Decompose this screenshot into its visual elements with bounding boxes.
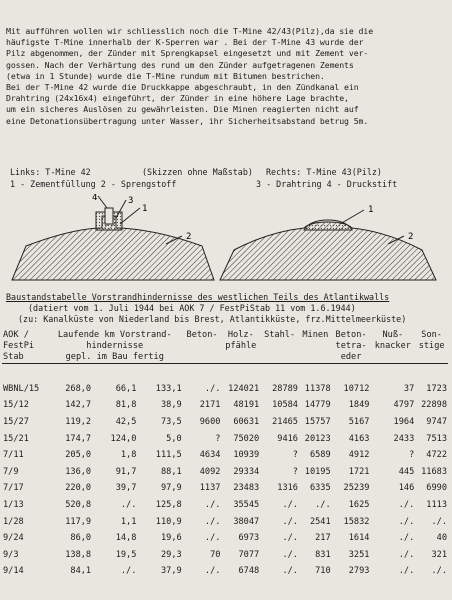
table-cell: ./. (282, 500, 298, 511)
table-cell: 1,8 (120, 450, 137, 461)
label-3: 3 (128, 196, 134, 206)
table-header-row (2, 330, 448, 364)
table-row (2, 530, 448, 547)
table-cell: ./. (120, 500, 137, 511)
table-cell: 2793 (348, 566, 370, 577)
column-header-line: AOK / (3, 330, 29, 340)
table-cell: 40 (436, 533, 447, 544)
table-cell: 1964 (393, 417, 415, 428)
table-cell: 146 (398, 483, 415, 494)
table-cell: 11683 (421, 466, 447, 477)
label-1-right: 1 (368, 205, 374, 215)
table-cell: 1/13 (3, 500, 24, 511)
column-header (260, 330, 299, 364)
table-cell: 84,1 (70, 566, 92, 577)
table-cell: 7/11 (3, 450, 24, 461)
table-cell: 9747 (426, 417, 447, 428)
table-cell: 15/12 (3, 400, 29, 411)
table-cell: 42,5 (115, 417, 137, 428)
table-cell: 520,8 (65, 500, 92, 511)
table-cell: 88,1 (160, 466, 182, 477)
table-cell: 1625 (348, 500, 370, 511)
table-cell: 7513 (426, 433, 447, 444)
table-cell: 1614 (348, 533, 370, 544)
legend-right: 3 - Drahtring 4 - Druckstift (256, 179, 398, 189)
table-cell: 4092 (199, 466, 221, 477)
table-cell: 38,9 (160, 400, 182, 411)
header-rule (2, 364, 448, 381)
table-cell: 119,2 (65, 417, 92, 428)
table-cell: ./. (315, 500, 331, 511)
table-cell: 4912 (348, 450, 370, 461)
table-cell: 15/21 (3, 433, 29, 444)
table-cell: 6973 (238, 533, 260, 544)
table-cell: 73,5 (160, 417, 182, 428)
table-cell: 124,0 (110, 433, 137, 444)
text-line: eine Detonationsübertragung unter Wasser, ihr Sicherheitsabstand betrug 5m. (6, 115, 369, 126)
table-cell: 3251 (348, 549, 370, 560)
table-cell: 29,3 (160, 549, 182, 560)
right-caption: Rechts: T-Mine 43(Pilz) (266, 167, 382, 177)
table-cell: 5,0 (166, 433, 182, 444)
column-header (47, 330, 183, 364)
table-dated: (datiert vom 1. Juli 1944 bei AOK 7 / FestPiStab 11 vom 1.6.1944) (28, 303, 356, 313)
column-header-line (261, 352, 298, 363)
table-row (2, 464, 448, 481)
table-row (2, 381, 448, 398)
column-header-line (300, 352, 331, 363)
table-cell: 138,8 (65, 549, 92, 560)
table-cell: 25239 (343, 483, 370, 494)
table-cell: 831 (315, 549, 331, 560)
table-cell: 60631 (233, 417, 260, 428)
left-caption: Links: T-Mine 42 (10, 167, 91, 177)
table-cell: 1,1 (120, 516, 137, 527)
column-header-line: FestPi (3, 341, 35, 351)
table-cell: 28789 (272, 383, 298, 394)
table-cell: 9/14 (3, 566, 24, 577)
column-header-line: Minen (302, 330, 329, 340)
table-cell: ./. (204, 500, 221, 511)
table-cell: 2541 (309, 516, 331, 527)
column-header-line: knacker (374, 341, 411, 351)
table-note: (zu: Kanalküste von Niederland bis Brest, Atlantikküste, frz.Mittelmeerküste) (18, 314, 407, 324)
table-cell: 7/17 (3, 483, 24, 494)
table-cell: 220,0 (65, 483, 92, 494)
mine-sketches (8, 194, 444, 290)
table-cell: 5167 (348, 417, 370, 428)
table-cell: ./. (398, 516, 415, 527)
table-cell: ? (292, 466, 298, 477)
table-row (2, 447, 448, 464)
t-mine-43-sketch (220, 205, 436, 280)
table-cell: 710 (315, 566, 331, 577)
table-cell: 268,0 (65, 383, 92, 394)
column-header-line: tetra- (335, 341, 367, 351)
table-cell: 10712 (343, 383, 370, 394)
column-header-line (184, 352, 221, 363)
column-header-line: Stahl- (264, 330, 296, 340)
text-line: Mit aufführen wollen wir schliesslich noch die T-Mine 42/43(Pilz),da sie die (6, 26, 374, 36)
column-header-line (371, 352, 414, 363)
table-cell: ./. (431, 516, 447, 527)
text-line: gossen. Nach der Verhärtung des rund um den Zünder aufgetragenen Zements (6, 59, 354, 70)
legend-left: 1 - Zementfüllung 2 - Sprengstoff (10, 179, 177, 189)
table-cell: ./. (204, 566, 221, 577)
table-cell: ./. (282, 549, 298, 560)
column-header-line: Holz- (227, 330, 254, 340)
table-cell: 66,1 (115, 383, 137, 394)
table-cell: 4722 (426, 450, 447, 461)
table-cell: 86,0 (70, 533, 92, 544)
table-cell: 4634 (199, 450, 221, 461)
column-header-line: pfähle (225, 341, 257, 351)
table-cell: 48191 (233, 400, 260, 411)
table-cell: 9/24 (3, 533, 24, 544)
label-4: 4 (92, 194, 98, 203)
table-cell: ./. (120, 566, 137, 577)
table-cell: 20123 (304, 433, 331, 444)
column-header-line: Beton- (335, 330, 367, 340)
column-header (332, 330, 371, 364)
t-mine-42-sketch (12, 194, 214, 280)
table-row (2, 563, 448, 580)
table-row (2, 414, 448, 431)
table-row (2, 397, 448, 414)
table-body (2, 364, 448, 580)
table-cell: 10195 (304, 466, 331, 477)
table-row (2, 497, 448, 514)
text-line: Pilz abgenommen, der Zünder mit Sprengkapsel eingesetzt und mit Zement ver- (6, 48, 369, 59)
table-cell: ./. (431, 566, 447, 577)
table-title: Baustandstabelle Vorstrandhindernisse des westlichen Teils des Atlantikwalls (6, 292, 390, 302)
column-header-line (222, 352, 259, 363)
text-line: Drahtring (24x16x4) eingeführt, der Zünder in eine höhere Lage brachte, (6, 93, 349, 104)
column-header-line (416, 352, 447, 363)
table-cell: 1137 (199, 483, 221, 494)
table-cell: ./. (282, 533, 298, 544)
table-cell: 124021 (228, 383, 260, 394)
table-cell: 133,1 (155, 383, 182, 394)
column-header-line: stige (418, 341, 445, 351)
table-cell: 19,6 (160, 533, 182, 544)
column-header-line (184, 341, 221, 352)
table-cell: ./. (204, 533, 221, 544)
table-cell: ? (292, 450, 298, 461)
table-cell: 125,8 (155, 500, 182, 511)
construction-table (2, 330, 448, 580)
column-header-line: Son- (421, 330, 442, 340)
header-rule-line (2, 364, 448, 381)
column-header-line: hindernisse (86, 341, 144, 351)
table-cell: 15/27 (3, 417, 29, 428)
table-cell: 19,5 (115, 549, 137, 560)
table-cell: 70 (210, 549, 221, 560)
table-cell: 6990 (426, 483, 447, 494)
table-cell: 15832 (343, 516, 370, 527)
table-cell: 136,0 (65, 466, 92, 477)
column-header-line (261, 341, 298, 352)
column-header-line: Stab (3, 352, 24, 362)
table-cell: ./. (398, 566, 415, 577)
table-heading (6, 292, 446, 325)
table-cell: 38047 (233, 516, 260, 527)
table-row (2, 430, 448, 447)
table-cell: ./. (204, 516, 221, 527)
label-2-right: 2 (408, 232, 414, 242)
table-cell: 110,9 (155, 516, 182, 527)
table-cell: 111,5 (155, 450, 182, 461)
table-cell: 10584 (272, 400, 298, 411)
table-cell: 14,8 (115, 533, 137, 544)
table-cell: ./. (282, 566, 298, 577)
table-cell: 6335 (309, 483, 331, 494)
column-header-line: Laufende km Vorstrand- (57, 330, 172, 340)
table-cell: 142,7 (65, 400, 92, 411)
table-cell: 217 (315, 533, 331, 544)
table-cell: ? (215, 433, 221, 444)
table-cell: 91,7 (115, 466, 137, 477)
table-cell: 39,7 (115, 483, 137, 494)
table-cell: 23483 (233, 483, 260, 494)
table-cell: 7/9 (3, 466, 19, 477)
label-2: 2 (186, 232, 192, 242)
table-cell: 1/28 (3, 516, 24, 527)
table-cell: 1113 (426, 500, 447, 511)
table-cell: 117,9 (65, 516, 92, 527)
table-cell: 174,7 (65, 433, 92, 444)
sketch-note: (Skizzen ohne Maßstab) (142, 167, 253, 177)
table-cell: 6589 (309, 450, 331, 461)
table-cell: 2433 (393, 433, 415, 444)
table-cell: ./. (398, 533, 415, 544)
table-row (2, 513, 448, 530)
column-header (2, 330, 47, 364)
table-cell: 6748 (238, 566, 260, 577)
text-line: Bei der T-Mine 42 wurde die Druckkappe abgeschraubt, in den Zündkanal ein (6, 82, 359, 93)
table-cell: ./. (282, 516, 298, 527)
table-cell: 4163 (348, 433, 370, 444)
table-cell: 37 (403, 383, 415, 394)
table-cell: 4797 (393, 400, 415, 411)
column-header-line (300, 341, 331, 352)
table-cell: 21465 (272, 417, 298, 428)
table-cell: ./. (398, 500, 415, 511)
table-cell: 1316 (277, 483, 298, 494)
label-1: 1 (142, 204, 148, 214)
table-cell: 9/3 (3, 549, 19, 560)
table-cell: 75020 (233, 433, 260, 444)
table-cell: 35545 (233, 500, 260, 511)
table-cell: 97,9 (160, 483, 182, 494)
column-header-line: gepl. im Bau fertig (65, 352, 164, 362)
text-line: (etwa in 1 Stunde) wurde die T-Mine rundum mit Bitumen bestrichen. (6, 70, 325, 81)
column-header-line: eder (340, 352, 362, 362)
table-cell: 11378 (304, 383, 331, 394)
table-cell: 9600 (199, 417, 221, 428)
column-header (299, 330, 332, 364)
table-cell: 1721 (348, 466, 370, 477)
table-cell: 1849 (348, 400, 370, 411)
column-header-line: Beton- (186, 330, 218, 340)
table-cell: 14779 (304, 400, 331, 411)
table-cell: ./. (204, 383, 221, 394)
column-header (183, 330, 222, 364)
text-line: häufigste T-Mine innerhalb der K-Sperren war . Bei der T-Mine 43 wurde der (6, 37, 364, 48)
table-cell: 22898 (421, 400, 447, 411)
intro-paragraph (6, 26, 446, 127)
column-header (221, 330, 260, 364)
table-cell: 321 (431, 549, 447, 560)
column-header-line: Nuß- (382, 330, 404, 340)
table-cell: 29334 (233, 466, 260, 477)
table-cell: 205,0 (65, 450, 92, 461)
table-cell: 9416 (277, 433, 298, 444)
table-cell: 10939 (233, 450, 260, 461)
table-cell: 1723 (426, 383, 447, 394)
column-header (415, 330, 448, 364)
table-cell: 15757 (304, 417, 331, 428)
table-cell: ./. (398, 549, 415, 560)
table-cell: ? (409, 450, 415, 461)
table-cell: 37,9 (160, 566, 182, 577)
table-row (2, 480, 448, 497)
table-row (2, 547, 448, 564)
table-cell: 81,8 (115, 400, 137, 411)
column-header (370, 330, 415, 364)
table-cell: WBNL/15 (3, 383, 40, 394)
text-line: um ein sicheres Auslösen zu gewährleisten. Die Minen reagierten nicht auf (6, 104, 359, 115)
table-cell: 7077 (238, 549, 260, 560)
table-cell: 445 (398, 466, 415, 477)
table-cell: 2171 (199, 400, 221, 411)
